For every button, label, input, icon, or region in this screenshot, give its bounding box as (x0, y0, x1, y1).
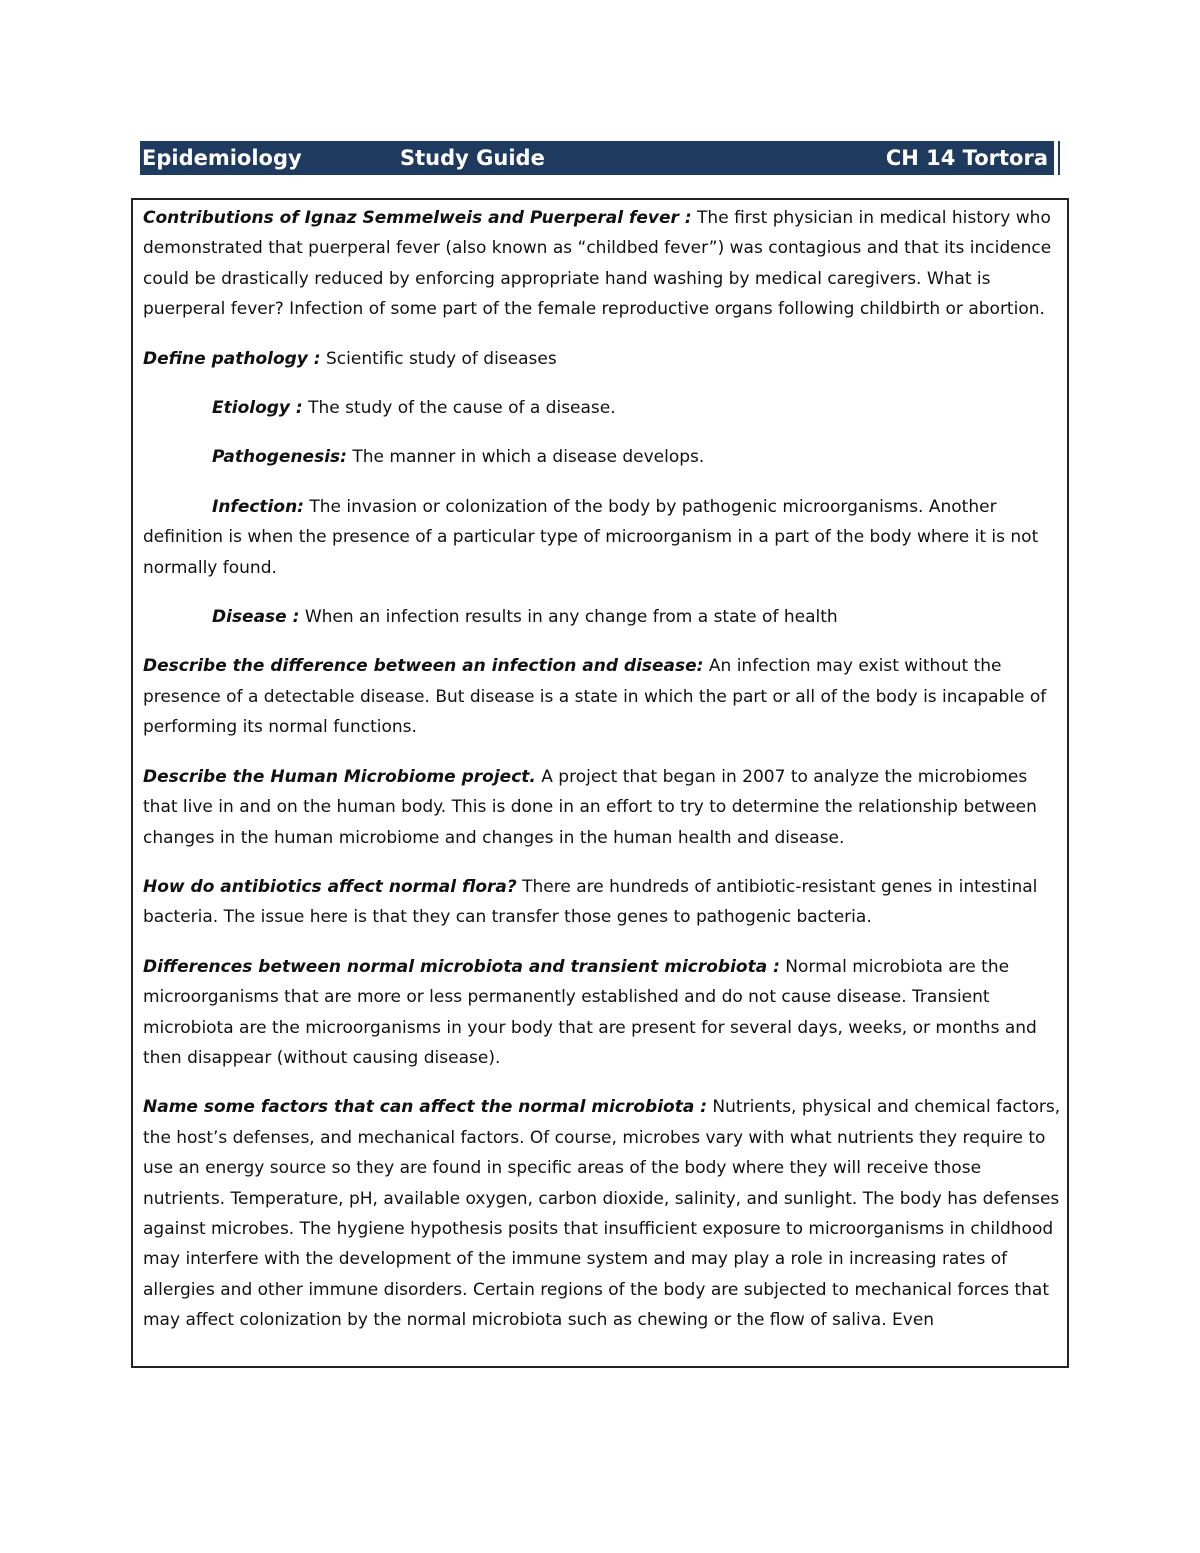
section-normal-vs-transient (143, 952, 1061, 1074)
answer: Scientific study of diseases (320, 348, 557, 369)
study-guide-text (143, 203, 1061, 1355)
answer: An infection may exist without the presence of a detectable disease. But disease is a state in which the part or all of the body is incapable of performing its normal functions. (143, 656, 1047, 738)
question: Differences between normal microbiota and transient microbiota : (143, 956, 780, 977)
answer: Normal microbiota are the microorganisms that are more or less permanently established and do not cause disease. Transient microbiota are the microorganisms in your body that are present for several days, weeks, or months and then disappear (without causing disease). (143, 956, 1037, 1068)
answer: The first physician in medical history who demonstrated that puerperal fever (also known as “childbed fever”) was contagious and that its incidence could be drastically reduced by enforcing appropriate hand washing by medical caregivers. What is puerperal fever? Infection of some part of the female reproductive organs following childbirth or abortion. (143, 208, 1052, 320)
answer: The study of the cause of a disease. (302, 398, 616, 419)
header-doc-type: Study Guide (400, 146, 545, 170)
section-infection-vs-disease (143, 651, 1061, 742)
answer: When an infection results in any change from a state of health (299, 607, 838, 628)
question: Infection: (212, 496, 304, 517)
answer-continuation: definition is when the presence of a particular type of microorganism in a part of the body where it is not normally found. (143, 527, 1039, 578)
question: Pathogenesis: (212, 447, 347, 468)
answer: The manner in which a disease develops. (346, 447, 705, 468)
question: Contributions of Ignaz Semmelweis and Puerperal fever : (143, 208, 692, 228)
answer: Nutrients, physical and chemical factors, the host’s defenses, and mechanical factors. Of course, microbes vary with what nutrients they require to use an energy source so they are found in specific areas of the body where they will receive those nutrients. Temperature, pH, available oxygen, carbon dioxide, salinity, and sunlight. The body has defenses against microbes. The hygiene hypothesis posits that insufficient exposure to microorganisms in childhood may interfere with the development of the immune system and may play a role in increasing rates of allergies and other immune disorders. Certain regions of the body are subjected to mechanical forces that may affect colonization by the normal microbiota such as chewing or the flow of saliva. Even (143, 1097, 1061, 1331)
section-disease (143, 602, 1061, 632)
answer: A project that began in 2007 to analyze the microbiomes that live in and on the human body. This is done in an effort to try to determine the relationship between changes in the human microbiome and changes in the human health and disease. (143, 766, 1037, 848)
section-pathology (143, 344, 1061, 374)
question: Name some factors that can affect the normal microbiota : (143, 1097, 708, 1118)
section-antibiotics (143, 872, 1061, 933)
question: How do antibiotics affect normal flora? (143, 876, 517, 897)
answer: The invasion or colonization of the body by pathogenic microorganisms. Another (303, 496, 997, 517)
answer: There are hundreds of antibiotic-resistant genes in intestinal bacteria. The issue here is that they can transfer those genes to pathogenic bacteria. (143, 876, 1038, 928)
question: Define pathology : (143, 348, 321, 369)
section-etiology (143, 393, 1061, 423)
section-infection (143, 492, 1061, 583)
infection-first-line (143, 492, 1061, 522)
question: Describe the Human Microbiome project. (143, 766, 536, 787)
study-guide-content-box (131, 198, 1069, 1368)
section-factors-microbiota (143, 1092, 1061, 1335)
question: Disease : (212, 607, 300, 628)
section-pathogenesis (143, 442, 1061, 472)
section-semmelweis (143, 203, 1061, 325)
header-subject: Epidemiology (142, 146, 302, 170)
question: Etiology : (212, 398, 303, 419)
section-human-microbiome (143, 762, 1061, 853)
question: Describe the difference between an infection and disease: (143, 656, 704, 677)
header-chapter: CH 14 Tortora (885, 146, 1048, 170)
document-header-bar (140, 141, 1058, 175)
